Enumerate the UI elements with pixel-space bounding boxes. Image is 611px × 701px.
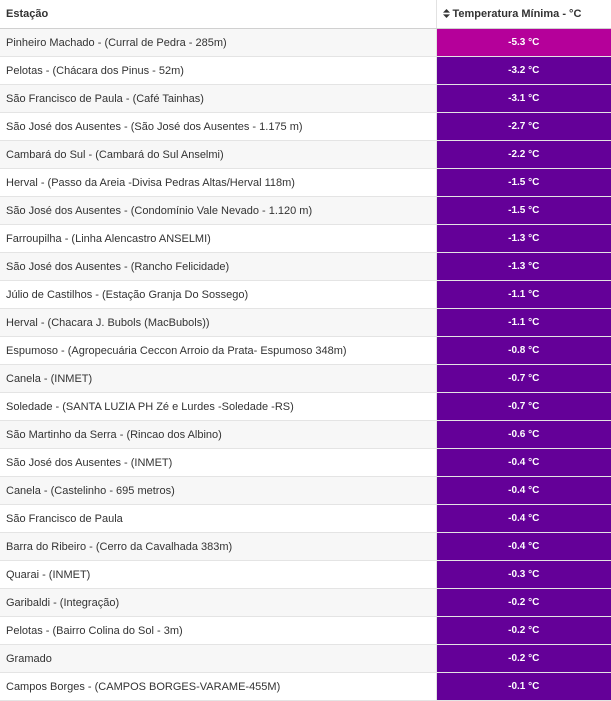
table-row <box>0 337 611 365</box>
station-name-cell: São Francisco de Paula - (Café Tainhas) <box>0 85 436 113</box>
station-name-cell: Barra do Ribeiro - (Cerro da Cavalhada 383m) <box>0 533 436 561</box>
table-row <box>0 169 611 197</box>
temperature-cell: -0.2 °C <box>436 645 611 673</box>
table-body <box>0 29 611 701</box>
temperature-column-header[interactable] <box>436 0 611 29</box>
station-name-cell: Herval - (Passo da Areia -Divisa Pedras Altas/Herval 118m) <box>0 169 436 197</box>
table-row <box>0 281 611 309</box>
sort-icon[interactable] <box>443 9 451 19</box>
station-column-header[interactable] <box>0 0 436 29</box>
temperature-cell: -2.7 °C <box>436 113 611 141</box>
table-row <box>0 645 611 673</box>
table-row <box>0 141 611 169</box>
station-name-cell: Júlio de Castilhos - (Estação Granja Do Sossego) <box>0 281 436 309</box>
table-row <box>0 421 611 449</box>
temperature-cell: -0.4 °C <box>436 505 611 533</box>
station-name-cell: Pinheiro Machado - (Curral de Pedra - 285m) <box>0 29 436 57</box>
temperature-cell: -1.5 °C <box>436 197 611 225</box>
table-row <box>0 673 611 701</box>
temperature-cell: -1.3 °C <box>436 253 611 281</box>
station-name-cell: São José dos Ausentes - (INMET) <box>0 449 436 477</box>
temperature-cell: -1.3 °C <box>436 225 611 253</box>
table-row <box>0 113 611 141</box>
station-name-cell: Garibaldi - (Integração) <box>0 589 436 617</box>
temperature-cell: -0.4 °C <box>436 477 611 505</box>
table-row <box>0 365 611 393</box>
temperature-cell: -0.4 °C <box>436 449 611 477</box>
temperature-cell: -0.2 °C <box>436 617 611 645</box>
table-row <box>0 617 611 645</box>
header-row <box>0 0 611 29</box>
table-row <box>0 253 611 281</box>
temperature-cell: -3.2 °C <box>436 57 611 85</box>
temperature-cell: -0.4 °C <box>436 533 611 561</box>
table-row <box>0 85 611 113</box>
table-row <box>0 505 611 533</box>
table-row <box>0 561 611 589</box>
station-name-cell: Farroupilha - (Linha Alencastro ANSELMI) <box>0 225 436 253</box>
station-name-cell: Canela - (INMET) <box>0 365 436 393</box>
temperature-cell: -0.3 °C <box>436 561 611 589</box>
temperature-cell: -0.7 °C <box>436 393 611 421</box>
temperature-cell: -5.3 °C <box>436 29 611 57</box>
table-row <box>0 533 611 561</box>
station-name-cell: São José dos Ausentes - (São José dos Ausentes - 1.175 m) <box>0 113 436 141</box>
station-name-cell: Herval - (Chacara J. Bubols (MacBubols)) <box>0 309 436 337</box>
table-row <box>0 449 611 477</box>
temperature-cell: -1.5 °C <box>436 169 611 197</box>
station-header-label: Estação <box>6 8 49 20</box>
station-name-cell: Pelotas - (Chácara dos Pinus - 52m) <box>0 57 436 85</box>
temperature-cell: -0.1 °C <box>436 673 611 701</box>
temperature-header-label: Temperatura Mínima - °C <box>452 8 582 20</box>
temperature-cell: -0.7 °C <box>436 365 611 393</box>
table-row <box>0 225 611 253</box>
temperature-cell: -1.1 °C <box>436 281 611 309</box>
table-row <box>0 197 611 225</box>
station-name-cell: Cambará do Sul - (Cambará do Sul Anselmi) <box>0 141 436 169</box>
station-name-cell: Pelotas - (Bairro Colina do Sol - 3m) <box>0 617 436 645</box>
temperature-cell: -0.6 °C <box>436 421 611 449</box>
temperature-cell: -0.2 °C <box>436 589 611 617</box>
station-name-cell: São José dos Ausentes - (Rancho Felicidade) <box>0 253 436 281</box>
station-name-cell: Soledade - (SANTA LUZIA PH Zé e Lurdes -Soledade -RS) <box>0 393 436 421</box>
station-name-cell: Gramado <box>0 645 436 673</box>
table-header <box>0 0 611 29</box>
temperature-cell: -2.2 °C <box>436 141 611 169</box>
table-row <box>0 393 611 421</box>
station-name-cell: Quarai - (INMET) <box>0 561 436 589</box>
table-row <box>0 57 611 85</box>
station-name-cell: Canela - (Castelinho - 695 metros) <box>0 477 436 505</box>
table-row <box>0 477 611 505</box>
temperature-cell: -3.1 °C <box>436 85 611 113</box>
table-row <box>0 29 611 57</box>
table-row <box>0 309 611 337</box>
station-name-cell: São José dos Ausentes - (Condomínio Vale Nevado - 1.120 m) <box>0 197 436 225</box>
station-name-cell: São Martinho da Serra - (Rincao dos Albino) <box>0 421 436 449</box>
station-name-cell: São Francisco de Paula <box>0 505 436 533</box>
station-name-cell: Espumoso - (Agropecuária Ceccon Arroio da Prata- Espumoso 348m) <box>0 337 436 365</box>
temperature-cell: -1.1 °C <box>436 309 611 337</box>
temperature-cell: -0.8 °C <box>436 337 611 365</box>
station-name-cell: Campos Borges - (CAMPOS BORGES-VARAME-455M) <box>0 673 436 701</box>
table-row <box>0 589 611 617</box>
